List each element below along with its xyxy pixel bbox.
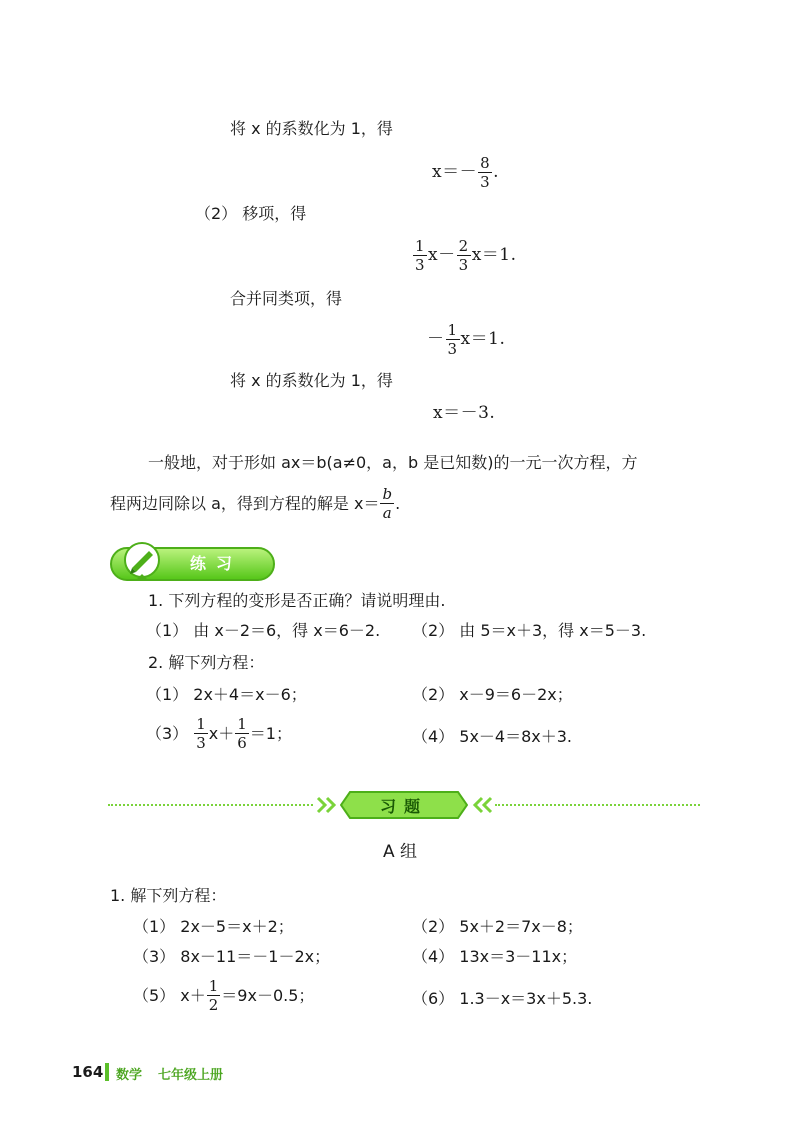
fraction-1-6: $\frac{1}{6}$: [237, 715, 247, 752]
exercise-5: （5） x＋ $\frac{1}{2}$ ＝9x－0.5；: [133, 977, 315, 1014]
general-statement-line1: 一般地，对于形如 ax＝b(a≠0，a，b 是已知数)的一元一次方程，方: [148, 453, 638, 472]
footer-divider: [105, 1063, 109, 1081]
exercise-6: （6） 1.3－x＝3x＋5.3.: [412, 989, 593, 1008]
footer-subject: 数学: [116, 1068, 143, 1083]
exercise-banner-title: 习题: [379, 797, 428, 816]
pencil-icon: [118, 540, 170, 582]
fraction-8-3: $\frac{8}{3}$: [480, 154, 491, 191]
equation-4: x＝－3.: [433, 403, 496, 423]
fraction-2-3: $\frac{2}{3}$: [458, 237, 469, 274]
equation-1-lhs: x＝－: [432, 162, 478, 182]
exercise-2: （2） 5x＋2＝7x－8；: [412, 917, 583, 936]
practice-q1b: （2） 由 5＝x＋3，得 x＝5－3.: [412, 621, 647, 640]
divider-right: [495, 804, 700, 806]
exercise-4: （4） 13x＝3－11x；: [412, 947, 578, 966]
chevron-right-icon: [316, 795, 340, 815]
part-2-label: （2） 移项，得: [195, 204, 307, 223]
exercise-1: （1） 2x－5＝x＋2；: [133, 917, 294, 936]
step-instruction-1: 将 x 的系数化为 1，得: [230, 119, 393, 138]
practice-q2-1: （1） 2x＋4＝x－6；: [146, 685, 307, 704]
practice-q2-3: （3） $\frac{1}{3}$ x＋ $\frac{1}{6}$ ＝1；: [146, 715, 292, 752]
equation-3: － $\frac{1}{3}$ x＝1.: [427, 321, 506, 358]
chevron-left-icon: [471, 795, 495, 815]
practice-q2-4: （4） 5x－4＝8x＋3.: [412, 727, 573, 746]
page-number: 164: [72, 1063, 104, 1081]
general-statement-line2: 程两边同除以 a，得到方程的解是 x＝ $\frac{b}{a}$ .: [110, 485, 401, 522]
practice-title: 练习: [190, 554, 243, 573]
equation-2: $\frac{1}{3}$ x－ $\frac{2}{3}$ x＝1.: [415, 237, 517, 274]
practice-q1a: （1） 由 x－2＝6，得 x＝6－2.: [146, 621, 381, 640]
fraction-1-3b: $\frac{1}{3}$: [447, 321, 458, 358]
equation-1: x＝－ $\frac{8}{3}$ .: [432, 154, 500, 191]
fraction-1-2: $\frac{1}{2}$: [208, 977, 219, 1014]
practice-q1: 1. 下列方程的变形是否正确？请说明理由.: [148, 591, 446, 610]
step-combine: 合并同类项，得: [230, 289, 343, 308]
footer-grade: 七年级上册: [158, 1068, 224, 1083]
exercise-3: （3） 8x－11＝－1－2x；: [133, 947, 331, 966]
practice-q2-2: （2） x－9＝6－2x；: [412, 685, 573, 704]
step-instruction-2: 将 x 的系数化为 1，得: [230, 371, 393, 390]
practice-q2: 2. 解下列方程：: [148, 653, 265, 672]
fraction-1-3c: $\frac{1}{3}$: [196, 715, 206, 752]
group-heading: A 组: [383, 842, 418, 862]
fraction-1-3: $\frac{1}{3}$: [415, 237, 426, 274]
exercise-q1: 1. 解下列方程：: [110, 886, 227, 905]
divider-left: [108, 804, 313, 806]
fraction-b-a: $\frac{b}{a}$: [382, 485, 393, 522]
